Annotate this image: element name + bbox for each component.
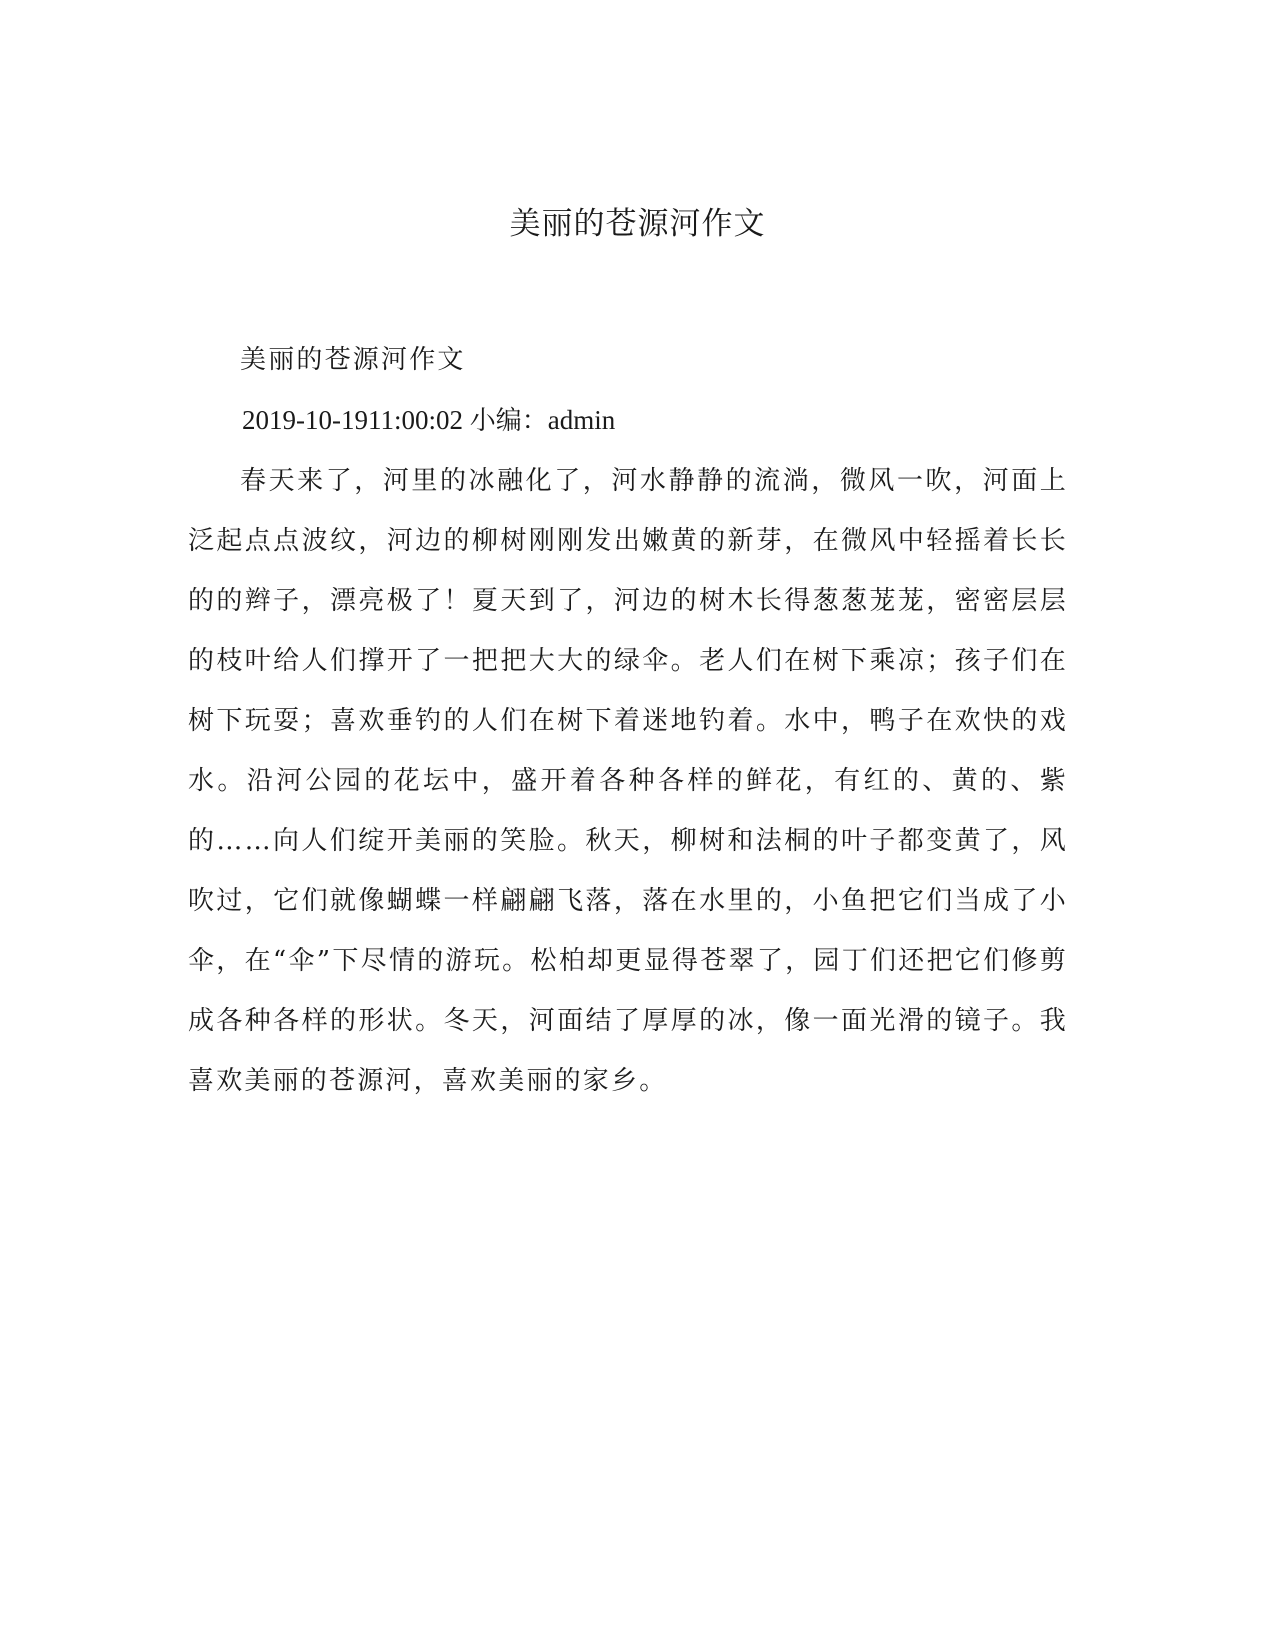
publish-date: 2019-10-1911:00:02 [242,405,463,435]
editor-name: admin [547,405,616,435]
document-title: 美丽的苍源河作文 [509,206,766,242]
article-meta [188,390,1068,451]
editor-label: 小编： [469,406,548,436]
article-paragraph: 春天来了，河里的冰融化了，河水静静的流淌，微风一吹，河面上泛起点点波纹，河边的柳树刚刚发出嫩黄的新芽，在微风中轻摇着长长的的辫子，漂亮极了！夏天到了，河边的树木长得葱葱茏茏，密密层层的枝叶给人们撑开了一把把大大的绿伞。老人们在树下乘凉；孩子们在树下玩耍；喜欢垂钓的人们在树下着迷地钓着。水中，鸭子在欢快的戏水。沿河公园的花坛中，盛开着各种各样的鲜花，有红的、黄的、紫的……向人们绽开美丽的笑脸。秋天，柳树和法桐的叶子都变黄了，风吹过，它们就像蝴蝶一样翩翩飞落，落在水里的，小鱼把它们当成了小伞，在“伞”下尽情的游玩。松柏却更显得苍翠了，园丁们还把它们修剪成各种各样的形状。冬天，河面结了厚厚的冰，像一面光滑的镜子。我喜欢美丽的苍源河，喜欢美丽的家乡。 [188,466,1068,1096]
article-heading: 美丽的苍源河作文 [240,345,466,375]
document-body [188,330,1068,1111]
